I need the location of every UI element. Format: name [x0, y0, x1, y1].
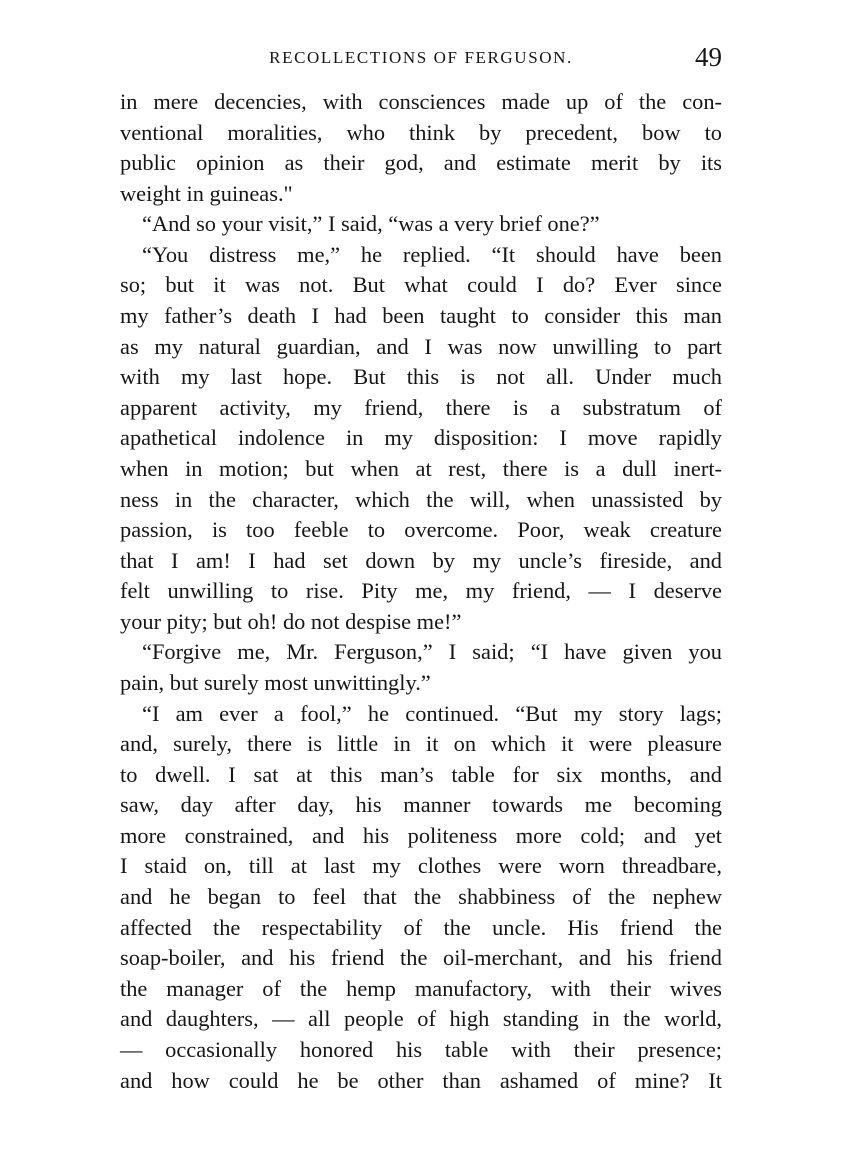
- text-line: as my natural guardian, and I was now unwilling to part: [120, 333, 722, 359]
- text-line: that I am! I had set down by my uncle’s fireside, and: [120, 547, 722, 573]
- text-line: the manager of the hemp manufactory, with their wives: [120, 975, 722, 1001]
- text-line: affected the respectability of the uncle. His friend the: [120, 914, 722, 940]
- text-line: ventional moralities, who think by precedent, bow to: [120, 119, 722, 145]
- running-head: [120, 40, 722, 76]
- text-line: and how could he be other than ashamed of mine? It: [120, 1067, 722, 1093]
- running-title: RECOLLECTIONS OF FERGUSON.: [269, 48, 573, 67]
- text-line: saw, day after day, his manner towards me becoming: [120, 792, 722, 818]
- text-line: your pity; but oh! do not despise me!”: [120, 608, 462, 634]
- text-line: public opinion as their god, and estimate merit by its: [120, 150, 722, 176]
- text-line: more constrained, and his politeness more cold; and yet: [120, 822, 722, 848]
- text-line: “Forgive me, Mr. Ferguson,” I said; “I have given you: [142, 639, 722, 665]
- text-line: weight in guineas.": [120, 180, 293, 206]
- text-line: with my last hope. But this is not all. Under much: [120, 364, 722, 390]
- text-line: pain, but surely most unwittingly.”: [120, 669, 431, 695]
- text-line: “You distress me,” he replied. “It should have been: [142, 241, 722, 267]
- text-line: to dwell. I sat at this man’s table for six months, and: [120, 761, 722, 787]
- text-line: felt unwilling to rise. Pity me, my friend, — I deserve: [120, 578, 722, 604]
- text-line: I staid on, till at last my clothes were worn threadbare,: [120, 853, 722, 879]
- text-line: ness in the character, which the will, when unassisted by: [120, 486, 722, 512]
- text-line: — occasionally honored his table with their presence;: [120, 1036, 722, 1062]
- text-line: when in motion; but when at rest, there is a dull inert-: [120, 455, 722, 481]
- text-line: and, surely, there is little in it on which it were pleasure: [120, 731, 722, 757]
- page-number: 49: [695, 42, 722, 72]
- text-line: and he began to feel that the shabbiness of the nephew: [120, 884, 722, 910]
- text-line: passion, is too feeble to overcome. Poor, weak creature: [120, 517, 722, 543]
- text-line: and daughters, — all people of high standing in the world,: [120, 1006, 722, 1032]
- text-line: so; but it was not. But what could I do? Ever since: [120, 272, 722, 298]
- text-line: “I am ever a fool,” he continued. “But my story lags;: [142, 700, 722, 726]
- text-line: in mere decencies, with consciences made up of the con-: [120, 89, 722, 114]
- text-line: “And so your visit,” I said, “was a very brief one?”: [142, 211, 600, 237]
- text-line: soap-boiler, and his friend the oil-merchant, and his friend: [120, 945, 722, 971]
- text-line: my father’s death I had been taught to consider this man: [120, 303, 722, 329]
- text-line: apparent activity, my friend, there is a substratum of: [120, 394, 722, 420]
- text-line: apathetical indolence in my disposition: I move rapidly: [120, 425, 722, 451]
- body-text: [120, 87, 722, 1096]
